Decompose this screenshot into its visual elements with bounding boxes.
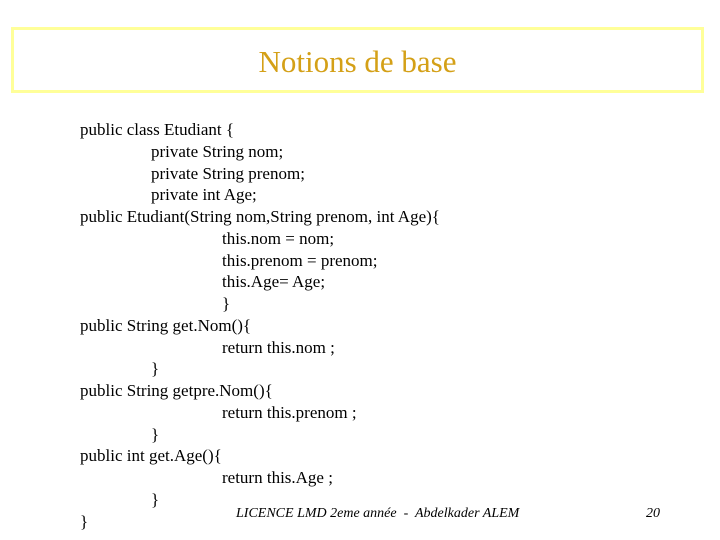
slide-title: Notions de base <box>258 44 457 79</box>
code-line: } <box>222 294 231 313</box>
code-line: public Etudiant(String nom,String prenom, int Age){ <box>80 207 440 226</box>
code-line: } <box>151 359 160 378</box>
code-line: } <box>80 512 89 531</box>
code-line: } <box>151 490 160 509</box>
code-line: private int Age; <box>151 185 257 204</box>
footer-page-number: 20 <box>646 506 660 521</box>
code-line: return this.nom ; <box>222 338 335 357</box>
code-line: return this.prenom ; <box>222 403 357 422</box>
code-line: public String getpre.Nom(){ <box>80 381 273 400</box>
code-line: this.nom = nom; <box>222 229 335 248</box>
slide-title-box <box>11 27 704 93</box>
code-line: public int get.Age(){ <box>80 446 222 465</box>
code-line: private String nom; <box>151 142 284 161</box>
code-line: public String get.Nom(){ <box>80 316 252 335</box>
footer-course-label: LICENCE LMD 2eme année - Abdelkader ALEM <box>236 506 520 521</box>
code-line: public class Etudiant { <box>80 120 235 139</box>
code-line: private String prenom; <box>151 164 305 183</box>
code-line: } <box>151 425 160 444</box>
code-line: this.prenom = prenom; <box>222 251 378 270</box>
code-line: return this.Age ; <box>222 468 333 487</box>
code-line: this.Age= Age; <box>222 272 326 291</box>
